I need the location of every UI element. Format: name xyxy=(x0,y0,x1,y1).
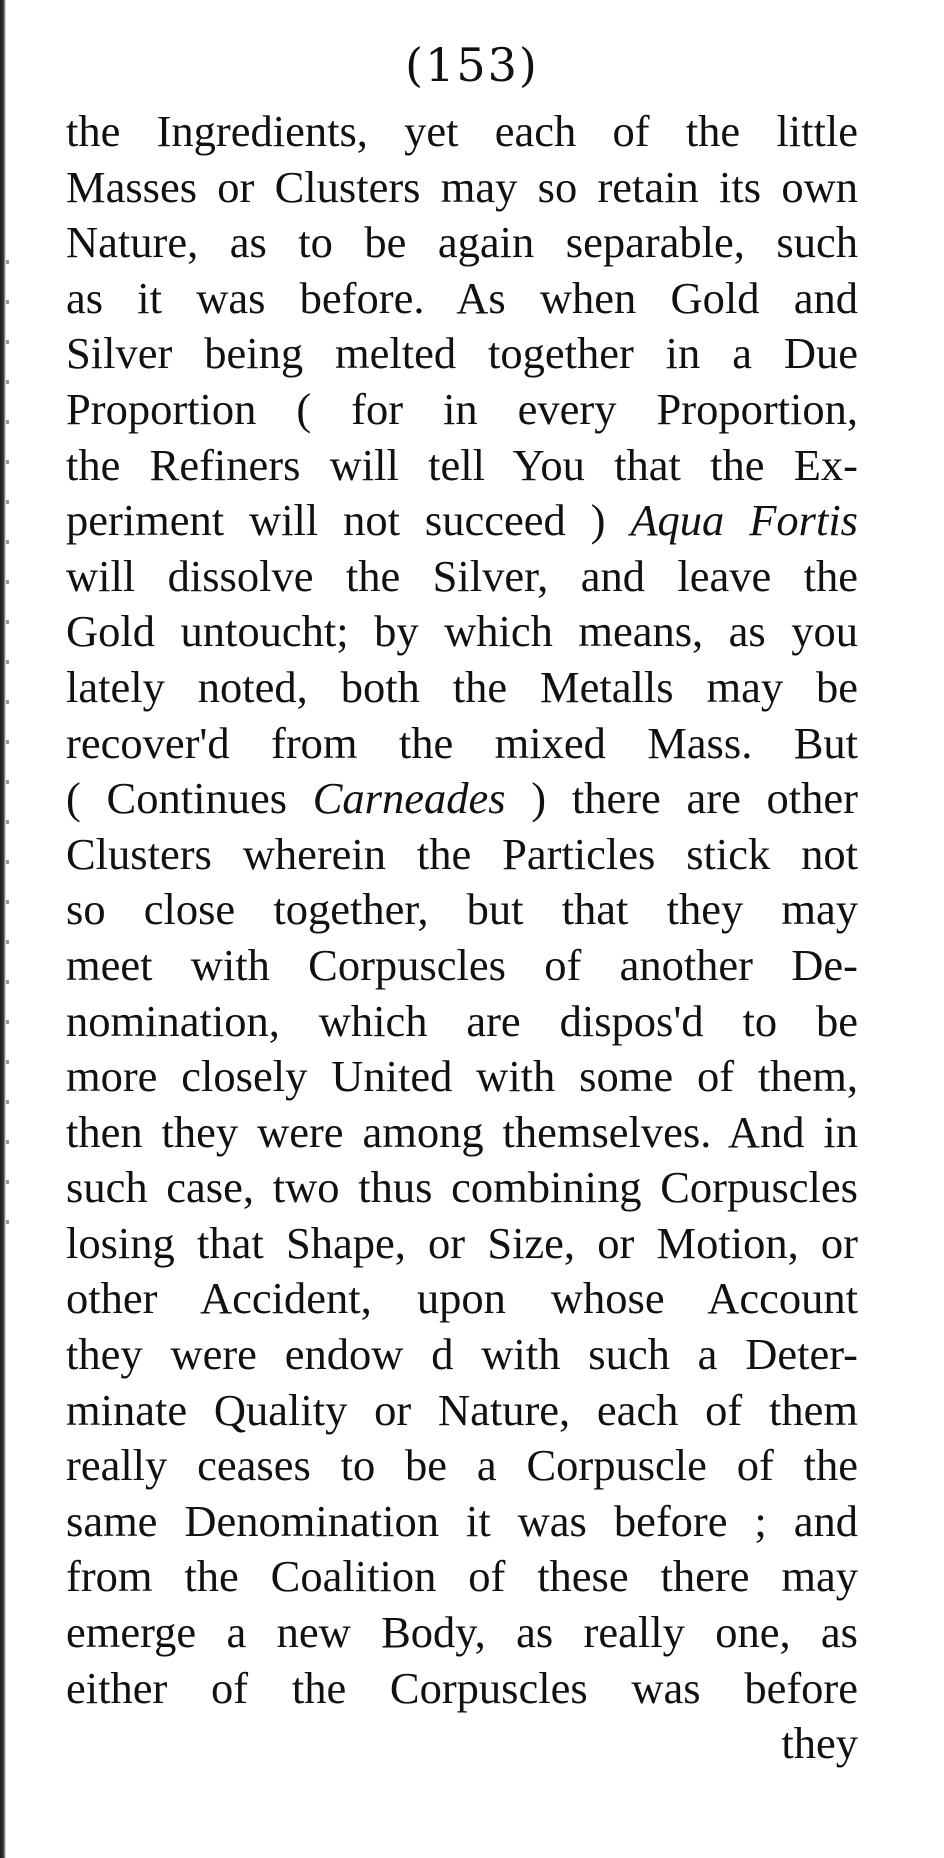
text-segment: the Refiners will tell You that the Ex- xyxy=(66,439,858,490)
text-segment: Gold untoucht; by which means, as you xyxy=(66,606,858,657)
text-segment: really ceases to be a Corpuscle of the xyxy=(66,1440,858,1491)
text-line xyxy=(66,604,858,660)
text-line xyxy=(66,1716,858,1772)
text-segment: they xyxy=(781,1718,858,1769)
text-line xyxy=(66,1271,858,1327)
text-line xyxy=(66,1661,858,1717)
text-line xyxy=(66,1105,858,1161)
text-segment: Silver being melted together in a Due xyxy=(66,328,858,379)
text-segment: Proportion ( for in every Proportion, xyxy=(66,383,858,434)
text-segment: minate Quality or Nature, each of them xyxy=(66,1384,858,1435)
text-segment: emerge a new Body, as really one, as xyxy=(66,1607,858,1658)
text-line xyxy=(66,1438,858,1494)
text-line xyxy=(66,326,858,382)
text-segment: ) there are other xyxy=(505,773,858,824)
text-line xyxy=(66,1049,858,1105)
text-line xyxy=(66,1160,858,1216)
text-segment: nomination, which are dispos'd to be xyxy=(66,995,858,1046)
text-line xyxy=(66,215,858,271)
text-segment: Masses or Clusters may so retain its own xyxy=(66,161,858,212)
text-line xyxy=(66,827,858,883)
text-segment: will dissolve the Silver, and leave the xyxy=(66,550,858,601)
text-line xyxy=(66,160,858,216)
text-line xyxy=(66,1216,858,1272)
text-segment: Nature, as to be again separable, such xyxy=(66,217,858,268)
text-line xyxy=(66,438,858,494)
text-line xyxy=(66,1549,858,1605)
text-line xyxy=(66,1605,858,1661)
text-segment: so close together, but that they may xyxy=(66,884,858,935)
text-line xyxy=(66,104,858,160)
text-segment: more closely United with some of them, xyxy=(66,1051,858,1102)
text-segment: meet with Corpuscles of another De- xyxy=(66,939,858,990)
text-line xyxy=(66,716,858,772)
text-line xyxy=(66,1383,858,1439)
text-line xyxy=(66,1494,858,1550)
text-segment: same Denomination it was before ; and xyxy=(66,1495,858,1546)
text-line xyxy=(66,771,858,827)
text-line xyxy=(66,1327,858,1383)
body-text xyxy=(66,104,858,1772)
text-line xyxy=(66,493,858,549)
italic-phrase: Carneades xyxy=(312,773,506,824)
text-segment: then they were among themselves. And in xyxy=(66,1106,858,1157)
text-segment: such case, two thus combining Corpuscles xyxy=(66,1162,858,1213)
text-segment: lately noted, both the Metalls may be xyxy=(66,661,858,712)
text-line xyxy=(66,271,858,327)
text-segment: Clusters wherein the Particles stick not xyxy=(66,828,858,879)
text-segment: ( Continues xyxy=(66,773,313,824)
text-segment: losing that Shape, or Size, or Motion, or xyxy=(66,1217,858,1268)
text-line xyxy=(66,882,858,938)
text-line xyxy=(66,994,858,1050)
text-line xyxy=(66,938,858,994)
text-segment: other Accident, upon whose Account xyxy=(66,1273,858,1324)
text-line xyxy=(66,382,858,438)
text-segment: the Ingredients, yet each of the little xyxy=(66,106,858,156)
page-number: (153) xyxy=(405,38,539,92)
text-segment: either of the Corpuscles was before xyxy=(66,1662,858,1713)
text-segment: periment will not succeed ) xyxy=(66,495,631,546)
text-line xyxy=(66,660,858,716)
page-edge-speckle xyxy=(6,260,9,1260)
italic-phrase: Aqua Fortis xyxy=(630,495,858,546)
text-line xyxy=(66,549,858,605)
text-segment: as it was before. As when Gold and xyxy=(66,272,858,323)
text-segment: they were endow d with such a Deter- xyxy=(66,1329,858,1380)
text-segment: recover'd from the mixed Mass. But xyxy=(66,717,858,768)
text-segment: from the Coalition of these there may xyxy=(66,1551,858,1602)
